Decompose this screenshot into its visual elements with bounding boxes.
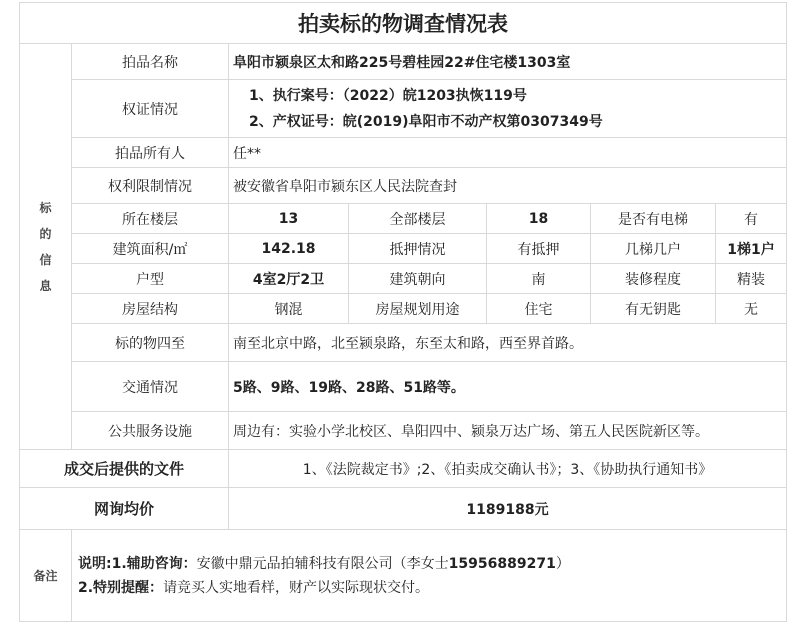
- decoration-value: 精装: [716, 264, 787, 294]
- orientation-value: 南: [487, 264, 591, 294]
- certificate-label: 权证情况: [72, 80, 229, 138]
- keys-label: 有无钥匙: [591, 294, 716, 324]
- owner-label: 拍品所有人: [72, 138, 229, 168]
- case-number: 1、执行案号：（2022）皖1203执恢119号: [249, 87, 527, 104]
- price-value: 1189188元: [229, 488, 787, 530]
- notes-line-consultation: 说明:1.辅助咨询：安徽中鼎元品拍辅科技有限公司（李女士15956889271）: [78, 555, 570, 572]
- total-floors-label: 全部楼层: [349, 204, 487, 234]
- notes-content: [72, 530, 787, 622]
- planned-use-label: 房屋规划用途: [349, 294, 487, 324]
- mortgage-label: 抵押情况: [349, 234, 487, 264]
- lot-name-label: 拍品名称: [72, 44, 229, 80]
- total-floors-value: 18: [487, 204, 591, 234]
- survey-table: [19, 2, 787, 622]
- auction-survey-document: [19, 2, 786, 622]
- page-title: 拍卖标的物调查情况表: [20, 3, 787, 44]
- property-certificate-number: 2、产权证号：皖(2019)阜阳市不动产权第0307349号: [249, 113, 603, 130]
- documents-label: 成交后提供的文件: [20, 450, 229, 488]
- decoration-label: 装修程度: [591, 264, 716, 294]
- contact-phone: 15956889271: [448, 555, 556, 572]
- layout-label: 户型: [72, 264, 229, 294]
- lot-name-value: 阜阳市颍泉区太和路225号碧桂园22#住宅楼1303室: [229, 44, 787, 80]
- certificate-value: [229, 80, 787, 138]
- traffic-label: 交通情况: [72, 362, 229, 412]
- public-services-label: 公共服务设施: [72, 412, 229, 450]
- boundaries-label: 标的物四至: [72, 324, 229, 362]
- floor-label: 所在楼层: [72, 204, 229, 234]
- notes-label: 备注: [20, 530, 72, 622]
- boundaries-value: 南至北京中路，北至颍泉路，东至太和路，西至界首路。: [229, 324, 787, 362]
- side-label-target-info: 标 的 信 息: [20, 44, 72, 450]
- elevator-households-value: 1梯1户: [716, 234, 787, 264]
- structure-label: 房屋结构: [72, 294, 229, 324]
- floor-value: 13: [229, 204, 349, 234]
- keys-value: 无: [716, 294, 787, 324]
- orientation-label: 建筑朝向: [349, 264, 487, 294]
- elevator-label: 是否有电梯: [591, 204, 716, 234]
- elevator-households-label: 几梯几户: [591, 234, 716, 264]
- mortgage-value: 有抵押: [487, 234, 591, 264]
- restriction-value: 被安徽省阜阳市颍东区人民法院查封: [229, 168, 787, 204]
- notes-line-reminder: 2.特别提醒：请竞买人实地看样，财产以实际现状交付。: [78, 579, 430, 596]
- building-area-label: 建筑面积/㎡: [72, 234, 229, 264]
- price-label: 网询均价: [20, 488, 229, 530]
- structure-value: 钢混: [229, 294, 349, 324]
- documents-value: 1、《法院裁定书》;2、《拍卖成交确认书》；3、《协助执行通知书》: [229, 450, 787, 488]
- traffic-value: 5路、9路、19路、28路、51路等。: [229, 362, 787, 412]
- public-services-value: 周边有：实验小学北校区、阜阳四中、颍泉万达广场、第五人民医院新区等。: [229, 412, 787, 450]
- owner-value: 任**: [229, 138, 787, 168]
- building-area-value: 142.18: [229, 234, 349, 264]
- elevator-value: 有: [716, 204, 787, 234]
- planned-use-value: 住宅: [487, 294, 591, 324]
- layout-value: 4室2厅2卫: [229, 264, 349, 294]
- restriction-label: 权利限制情况: [72, 168, 229, 204]
